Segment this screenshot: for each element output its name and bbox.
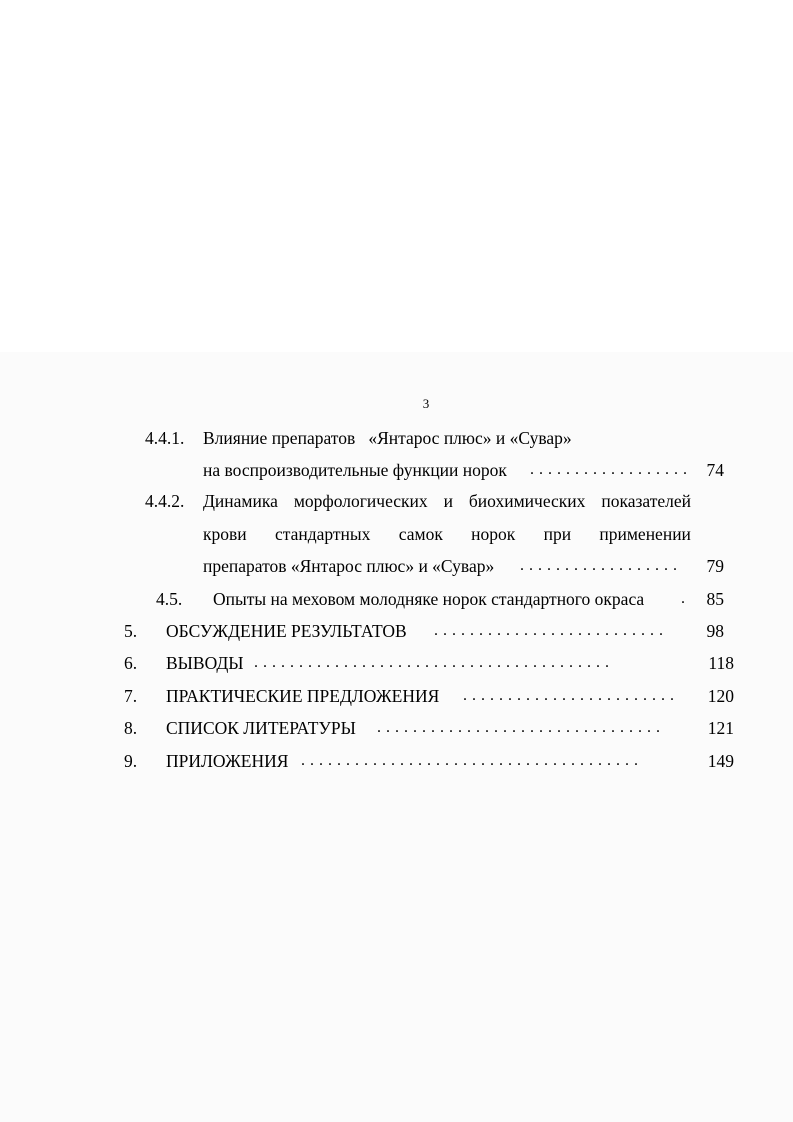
toc-entry-9-title: ПРИЛОЖЕНИЯ — [166, 751, 289, 771]
toc-entry-4-4-1-number: 4.4.1. — [145, 428, 185, 448]
toc-entry-9-leader-dots: . . . . . . . . . . . . . . . . . . . . . . . . . . . . . . . . . . . . . . — [301, 752, 639, 769]
toc-entry-8-title: СПИСОК ЛИТЕРАТУРЫ — [166, 718, 356, 738]
toc-entry-9-page: 149 — [707, 751, 734, 771]
toc-word: морфологических — [293, 491, 428, 511]
toc-entry-9-number: 9. — [124, 751, 138, 771]
toc-word: крови — [203, 524, 247, 544]
toc-word: применении — [599, 524, 691, 544]
toc-entry-7-leader-dots: . . . . . . . . . . . . . . . . . . . . . . . . — [463, 687, 675, 704]
toc-entry-4-4-1-title-line2: на воспроизводительные функции норок — [203, 460, 507, 480]
toc-word: при — [543, 524, 572, 544]
toc-entry-6-number: 6. — [124, 653, 138, 673]
toc-entry-7-number: 7. — [124, 686, 138, 706]
toc-word: норок — [471, 524, 516, 544]
toc-entry-8-leader-dots: . . . . . . . . . . . . . . . . . . . . . . . . . . . . . . . . — [377, 719, 661, 736]
toc-entry-4-4-2-title-line3: препаратов «Янтарос плюс» и «Сувар» — [203, 556, 495, 576]
toc-entry-4-5-leader-dots: . — [681, 590, 686, 607]
toc-entry-4-5-number: 4.5. — [156, 589, 183, 609]
toc-entry-4-4-2-title-line2 — [203, 524, 691, 544]
toc-entry-8-page: 121 — [707, 718, 734, 738]
page-number: 3 — [422, 396, 430, 411]
toc-entry-6-leader-dots: . . . . . . . . . . . . . . . . . . . . . . . . . . . . . . . . . . . . . . . . — [254, 654, 610, 671]
toc-entry-4-4-2-leader-dots: . . . . . . . . . . . . . . . . . . — [520, 557, 678, 574]
toc-entry-4-4-1-title-line1: Влияние препаратов «Янтарос плюс» и «Сувар» — [203, 428, 572, 448]
toc-entry-5-page: 98 — [706, 621, 724, 641]
toc-entry-4-4-2-title-line1 — [203, 491, 691, 511]
toc-entry-6-title: ВЫВОДЫ — [166, 653, 244, 673]
toc-word: показателей — [601, 491, 691, 511]
toc-word: и — [443, 491, 453, 511]
toc-entry-5-leader-dots: . . . . . . . . . . . . . . . . . . . . . . . . . . — [434, 622, 664, 639]
toc-entry-4-5-title: Опыты на меховом молодняке норок стандартного окраса — [213, 589, 645, 609]
toc-entry-4-5-page: 85 — [706, 589, 724, 609]
toc-entry-4-4-2-page: 79 — [706, 556, 724, 576]
toc-entry-7-title: ПРАКТИЧЕСКИЕ ПРЕДЛОЖЕНИЯ — [166, 686, 440, 706]
toc-entry-7-page: 120 — [707, 686, 734, 706]
toc-entry-4-4-1-leader-dots: . . . . . . . . . . . . . . . . . . — [530, 461, 688, 478]
toc-word: биохимических — [468, 491, 586, 511]
toc-word: Динамика — [203, 491, 278, 511]
toc-entry-4-4-2-number: 4.4.2. — [145, 491, 185, 511]
toc-word: стандартных — [274, 524, 371, 544]
toc-entry-5-title: ОБСУЖДЕНИЕ РЕЗУЛЬТАТОВ — [166, 621, 407, 641]
toc-entry-5-number: 5. — [124, 621, 138, 641]
toc-word: самок — [398, 524, 443, 544]
toc-entry-4-4-1-page: 74 — [706, 460, 724, 480]
toc-entry-6-page: 118 — [708, 653, 734, 673]
toc-entry-8-number: 8. — [124, 718, 138, 738]
